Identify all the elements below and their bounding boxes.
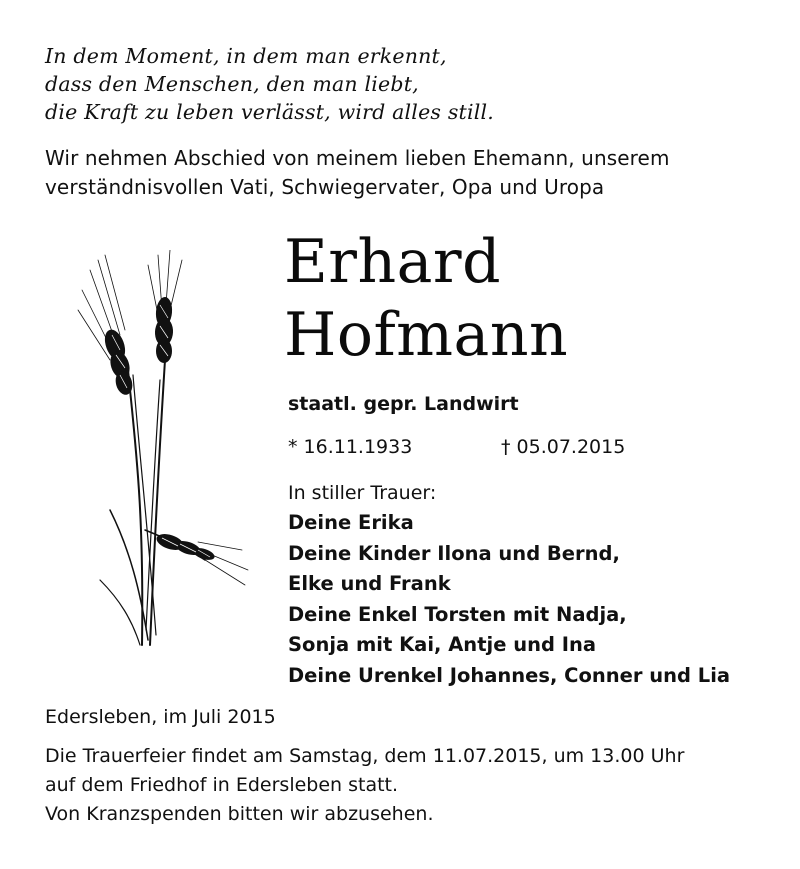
mourner-line: Deine Urenkel Johannes, Conner und Lia <box>288 663 731 687</box>
birth-date: * 16.11.1933 <box>288 436 413 458</box>
mourner-line: Sonja mit Kai, Antje und Ina <box>288 633 597 656</box>
mourner-line: Elke und Frank <box>288 572 451 595</box>
last-name: Hofmann <box>284 300 569 370</box>
notice-line: Von Kranzspenden bitten wir abzusehen. <box>45 803 434 825</box>
wheat-ears-icon <box>70 250 250 650</box>
occupation: staatl. gepr. Landwirt <box>288 393 519 415</box>
funeral-notice <box>45 742 684 829</box>
intro-line: Wir nehmen Abschied von meinem lieben Ehemann, unserem <box>45 146 670 170</box>
life-dates <box>288 434 648 462</box>
notice-line: Die Trauerfeier findet am Samstag, dem 11.07.2015, um 13.00 Uhr <box>45 745 685 767</box>
place-and-date: Edersleben, im Juli 2015 <box>45 706 276 728</box>
poem-line: dass den Menschen, den man liebt, <box>45 72 419 96</box>
memorial-poem <box>45 42 494 126</box>
mourner-line: Deine Kinder Ilona und Bernd, <box>288 541 620 565</box>
mourners-list <box>288 508 730 691</box>
mourner-line: Deine Enkel Torsten mit Nadja, <box>288 602 627 626</box>
mourners-label: In stiller Trauer: <box>288 482 437 504</box>
death-date: † 05.07.2015 <box>501 436 626 458</box>
mourner-line: Deine Erika <box>288 511 414 534</box>
poem-line: In dem Moment, in dem man erkennt, <box>45 44 447 68</box>
poem-line: die Kraft zu leben verlässt, wird alles still. <box>45 100 494 124</box>
first-name: Erhard <box>284 227 501 297</box>
deceased-name <box>284 226 568 372</box>
intro-line: verständnisvollen Vati, Schwiegervater, Opa und Uropa <box>45 175 605 199</box>
farewell-intro <box>45 144 670 202</box>
notice-line: auf dem Friedhof in Edersleben statt. <box>45 774 399 796</box>
